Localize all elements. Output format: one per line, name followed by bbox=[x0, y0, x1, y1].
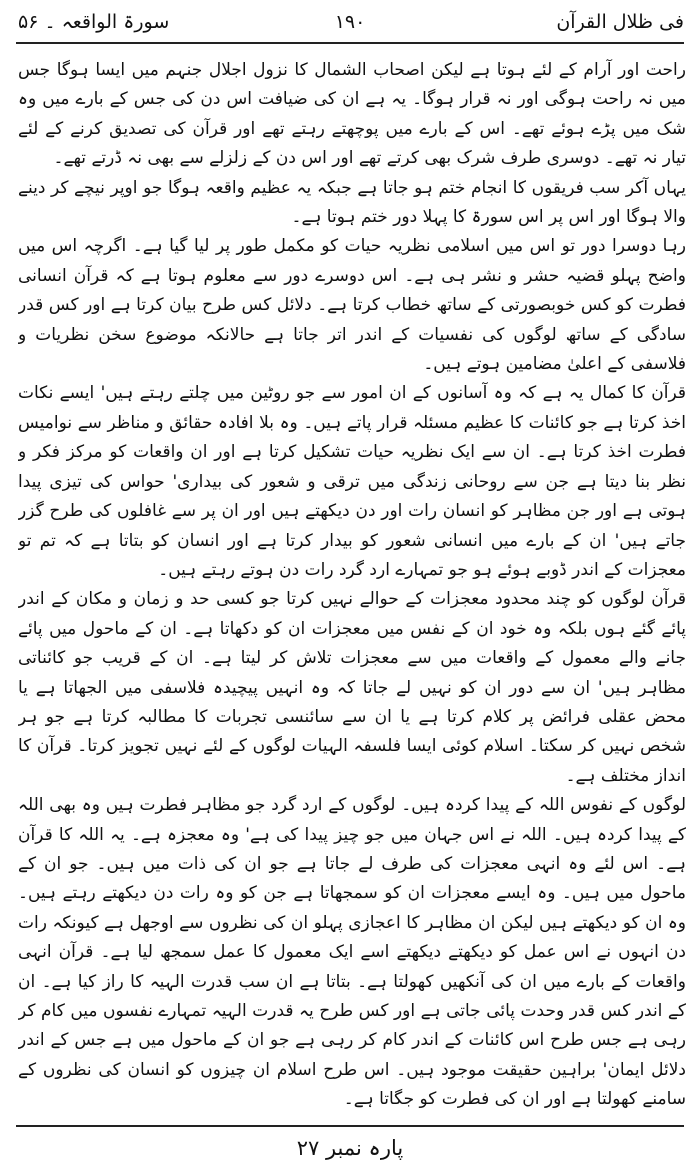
paragraph: قرآن لوگوں کو چند محدود معجزات کے حوالے نہیں کرتا جو کسی حد و زمان و مکان کے اندر پائے گئے ہوں بلکہ وہ خود ان کے نفس میں معجزات ان کو دکھاتا ہے۔ ان کے ماحول میں پائے جانے والے معمول کے واقعات میں سے معجزات تلاش کر لیتا ہے۔ ان کے قریب جو کائناتی مظاہر ہیں' ان سے دور ان کو نہیں لے جاتا کہ وہ انہیں پیچیدہ فلاسفی میں الجھاتا ہے یا محض عقلی فرائض پر کلام کرتا ہے یا ان سے سائنسی تجربات کا مطالبہ کرتا ہے جو ہر شخص نہیں کر سکتا۔ اسلام کوئی ایسا فلسفہ الہیات لوگوں کے لئے نہیں تجویز کرتا۔ قرآن کا انداز مختلف ہے۔ bbox=[18, 589, 686, 786]
paragraph: لوگوں کے نفوس اللہ کے پیدا کردہ ہیں۔ لوگوں کے ارد گرد جو مظاہر فطرت ہیں وہ بھی اللہ کے پیدا کردہ ہیں۔ اللہ نے اس جہان میں جو چیز پیدا کی ہے' وہ معجزہ ہے۔ یہ اللہ کا قرآن ہے۔ اس لئے وہ انہی معجزات کی طرف لے جاتا ہے جو ان کی ذات میں ہیں۔ جو ان کے ماحول میں ہیں۔ وہ ایسے معجزات ان کو سمجھاتا ہے جن کو وہ رات دن دیکھتے رہتے ہیں۔ وہ ان کو دیکھتے ہیں لیکن ان مظاہر کا اعجازی پہلو ان کی نظروں سے اوجھل ہے کیونکہ رات دن انہوں نے اس عمل کو دیکھتے دیکھتے اسے ایک معمول کا عمل سمجھ لیا ہے۔ قرآن انہی واقعات کے بارے میں ان کی آنکھیں کھولتا ہے۔ بتاتا ہے ان سب قدرت الہیہ کا راز کیا ہے۔ ان کے اندر کس قدر وحدت پائی جاتی ہے اور کس طرح یہ قدرت الہیہ تمہارے نفسوں میں کام کر رہی ہے جس طرح اس کائنات کے اندر کام کر رہی ہے جو ان کے ماحول میں ہے جس کے اندر دلائل ایمان' براہین حقیقت موجود ہیں۔ اس طرح اسلام ان چیزوں کو انسان کی نظروں کے سامنے کھولتا ہے اور ان کی فطرت کو جگاتا ہے۔ bbox=[18, 795, 686, 1110]
header-rule bbox=[16, 42, 684, 44]
page-header bbox=[14, 6, 686, 40]
paragraph: یہاں آکر سب فریقوں کا انجام ختم ہو جاتا ہے جبکہ یہ عظیم واقعہ ہوگا جو اوپر نیچے کر دینے والا ہوگا اور اس پر اس سورۃ کا پہلا دور ختم ہوتا ہے۔ bbox=[18, 177, 686, 228]
paragraph: راحت اور آرام کے لئے ہوتا ہے لیکن اصحاب الشمال کا نزول اجلال جنہم میں ایسا ہوگا جس میں نہ راحت ہوگی اور نہ قرار ہوگا۔ یہ ہے ان کی ضیافت اس دن کی جس کے بارے میں وہ شک میں پڑے ہوئے تھے۔ اس کے بارے میں پوچھتے رہتے تھے اور قرآن کی تصدیق کرنے کے لئے تیار نہ تھے۔ دوسری طرف شرک بھی کرتے تھے اور اس دن کے زلزلے سے بھی نہ ڈرتے تھے۔ bbox=[18, 60, 686, 169]
paragraph: رہا دوسرا دور تو اس میں اسلامی نظریہ حیات کو مکمل طور پر لیا گیا ہے۔ اگرچہ اس میں واضح پہلو قضیہ حشر و نشر ہی ہے۔ اس دوسرے دور سے معلوم ہوتا ہے کہ قرآن انسانی فطرت کو کس خوبصورتی کے ساتھ خطاب کرتا ہے۔ دلائل کس طرح بیان کرتا ہے اور کس قدر سادگی کے ساتھ لوگوں کی نفسیات کے اندر اتر جاتا ہے حالانکہ موضوع سخن نظریات و فلاسفی کے اعلیٰ مضامین ہوتے ہیں۔ bbox=[18, 236, 686, 375]
page-number: ۱۹۰ bbox=[334, 11, 366, 33]
surah-label: سورۃ الواقعہ ۔ ۵۶ bbox=[18, 11, 170, 33]
paragraph: قرآن کا کمال یہ ہے کہ وہ آسانوں کے ان امور سے جو روٹین میں چلتے رہتے ہیں' ایسے نکات اخذ کرتا ہے جو کائنات کا عظیم مسئلہ قرار پاتے ہیں۔ وہ بلا افادہ حقائق و مناظر سے نوامیس فطرت اخذ کرتا ہے۔ ان سے ایک نظریہ حیات تشکیل کرتا ہے اور ان واقعات کو مرکز فکر و نظر بنا دیتا ہے جن سے روحانی زندگی میں ترقی و شعور کی بیداری' حواس کی تیزی پیدا ہوتی ہے اور جن مظاہر کو انسان رات اور دن دیکھتے ہیں اور ان پر سے غافلوں کی طرح گزر جاتے ہیں' ان کے بارے میں انسانی شعور کو بیدار کرتا ہے اور انسان کو بتاتا ہے کہ تم تو معجزات کے اندر ڈوبے ہوئے ہو جو تمہارے ارد گرد رات دن ہوتے رہتے ہیں۔ bbox=[18, 383, 686, 580]
book-title: فی ظلال القرآن bbox=[556, 11, 684, 33]
footer-rule bbox=[16, 1125, 684, 1127]
para-number: پارہ نمبر ۲۷ bbox=[296, 1136, 404, 1160]
page-body bbox=[18, 56, 686, 1116]
